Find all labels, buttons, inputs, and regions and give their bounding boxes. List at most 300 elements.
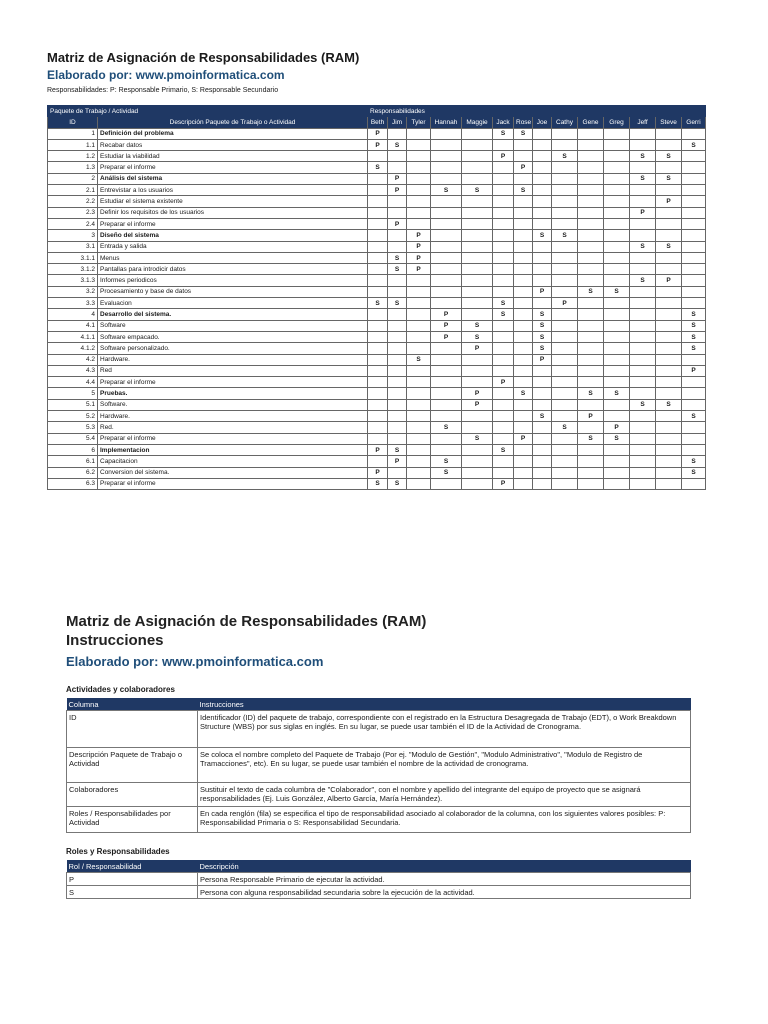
row-description: Entrada y salida	[98, 241, 368, 252]
responsibility-cell	[407, 399, 431, 410]
responsibility-cell: P	[368, 467, 388, 478]
header-person: Hannah	[431, 117, 462, 128]
responsibility-cell	[388, 128, 407, 139]
table-row	[48, 309, 706, 320]
responsibility-cell: P	[431, 320, 462, 331]
responsibility-cell	[407, 275, 431, 286]
responsibility-cell	[630, 128, 656, 139]
responsibility-cell	[407, 456, 431, 467]
responsibility-cell: S	[533, 343, 552, 354]
row-id: 5.3	[48, 422, 98, 433]
row-id: 4.4	[48, 377, 98, 388]
responsibility-cell	[388, 354, 407, 365]
responsibility-cell	[493, 207, 514, 218]
responsibility-cell	[630, 422, 656, 433]
responsibility-cell	[604, 478, 630, 489]
responsibility-cell	[493, 230, 514, 241]
table-row	[48, 286, 706, 297]
responsibility-cell: S	[431, 467, 462, 478]
header-person: Steve	[656, 117, 682, 128]
responsibility-cell	[656, 264, 682, 275]
table-row	[48, 218, 706, 229]
responsibility-cell	[533, 173, 552, 184]
responsibility-cell: S	[462, 433, 493, 444]
responsibility-cell	[368, 399, 388, 410]
responsibility-cell	[388, 275, 407, 286]
responsibility-cell	[431, 444, 462, 455]
responsibility-cell: S	[682, 343, 706, 354]
responsibility-cell: S	[388, 298, 407, 309]
responsibility-cell	[407, 185, 431, 196]
row-description: Análisis del sistema	[98, 173, 368, 184]
responsibility-cell	[431, 388, 462, 399]
responsibility-cell	[682, 354, 706, 365]
responsibility-cell: S	[630, 399, 656, 410]
responsibility-cell	[604, 162, 630, 173]
role-description: Persona Responsable Primario de ejecutar la actividad.	[198, 873, 691, 886]
responsibility-cell: S	[533, 411, 552, 422]
responsibility-cell	[682, 478, 706, 489]
responsibility-cell: S	[388, 252, 407, 263]
responsibility-cell	[388, 320, 407, 331]
responsibility-cell	[533, 399, 552, 410]
responsibility-cell: S	[630, 173, 656, 184]
responsibility-cell	[578, 467, 604, 478]
responsibility-cell	[368, 151, 388, 162]
responsibility-cell	[533, 139, 552, 150]
responsibility-cell	[407, 365, 431, 376]
responsibility-cell	[431, 365, 462, 376]
role-header: Rol / Responsabilidad	[67, 860, 198, 873]
responsibility-cell	[630, 467, 656, 478]
responsibility-cell	[388, 241, 407, 252]
responsibility-cell	[514, 286, 533, 297]
header-person: Gerri	[682, 117, 706, 128]
responsibility-cell: S	[368, 162, 388, 173]
responsibility-cell	[514, 377, 533, 388]
responsibility-cell	[462, 128, 493, 139]
responsibility-cell	[630, 320, 656, 331]
responsibility-cell	[431, 218, 462, 229]
responsibility-cell: S	[630, 151, 656, 162]
responsibility-cell	[388, 343, 407, 354]
row-id: 6.1	[48, 456, 98, 467]
responsibility-cell	[578, 252, 604, 263]
row-description: Pantallas para introdicir datos	[98, 264, 368, 275]
responsibility-cell: S	[656, 173, 682, 184]
row-id: 5.1	[48, 399, 98, 410]
row-id: 3.1	[48, 241, 98, 252]
ram-subtitle-link[interactable]: Elaborado por: www.pmoinformatica.com	[47, 68, 285, 82]
responsibility-cell: S	[656, 241, 682, 252]
instr-text: Se coloca el nombre completo del Paquete de Trabajo (Por ej. "Modulo de Gestión", "Modulo Administrativo", "Modulo de Registro de Tramacciones", etc). En su lugar, se puede usar también el nombre de la actividad de cronograma.	[198, 748, 691, 783]
responsibility-cell	[514, 343, 533, 354]
responsibility-cell	[656, 139, 682, 150]
responsibility-cell: P	[368, 444, 388, 455]
instructions-link[interactable]: Elaborado por: www.pmoinformatica.com	[66, 654, 324, 669]
responsibility-cell: S	[462, 185, 493, 196]
table-row	[48, 354, 706, 365]
responsibility-cell	[407, 139, 431, 150]
responsibility-cell: P	[514, 433, 533, 444]
row-description: Entrevistar a los usuarios	[98, 185, 368, 196]
responsibility-cell	[630, 343, 656, 354]
responsibility-cell	[462, 275, 493, 286]
responsibility-cell	[514, 422, 533, 433]
responsibility-cell	[514, 275, 533, 286]
responsibility-cell	[533, 218, 552, 229]
role-code: P	[67, 873, 198, 886]
table-row	[48, 173, 706, 184]
responsibility-cell	[368, 286, 388, 297]
responsibility-cell	[388, 286, 407, 297]
responsibility-cell	[682, 252, 706, 263]
role-description: Persona con alguna responsabilidad secundaria sobre la ejecución de la actividad.	[198, 886, 691, 899]
responsibility-cell: S	[682, 411, 706, 422]
responsibility-cell	[431, 275, 462, 286]
responsibility-cell	[552, 286, 578, 297]
responsibility-cell	[368, 185, 388, 196]
responsibility-cell: S	[493, 444, 514, 455]
responsibility-cell	[431, 478, 462, 489]
responsibility-cell	[462, 377, 493, 388]
responsibility-cell	[533, 151, 552, 162]
responsibility-cell	[552, 478, 578, 489]
row-id: 1.2	[48, 151, 98, 162]
responsibility-cell	[630, 298, 656, 309]
responsibility-cell	[656, 286, 682, 297]
responsibility-cell	[630, 286, 656, 297]
row-description: Diseño del sistema	[98, 230, 368, 241]
responsibility-cell	[493, 388, 514, 399]
responsibility-cell	[578, 162, 604, 173]
row-id: 5.2	[48, 411, 98, 422]
table-row	[48, 320, 706, 331]
row-id: 3	[48, 230, 98, 241]
table-row	[48, 139, 706, 150]
responsibility-cell	[407, 286, 431, 297]
responsibility-cell	[682, 207, 706, 218]
responsibility-cell: P	[388, 456, 407, 467]
responsibility-cell	[493, 320, 514, 331]
ram-legend: Responsabilidades: P: Responsable Primario, S: Responsable Secundario	[47, 87, 279, 94]
responsibility-cell	[682, 196, 706, 207]
responsibility-cell	[431, 399, 462, 410]
responsibility-cell	[388, 422, 407, 433]
responsibility-cell: S	[578, 388, 604, 399]
responsibility-cell	[656, 388, 682, 399]
responsibility-cell	[630, 456, 656, 467]
header-person: Rose	[514, 117, 533, 128]
table-row	[48, 478, 706, 489]
responsibility-cell	[462, 218, 493, 229]
responsibility-cell	[368, 196, 388, 207]
responsibility-cell	[368, 252, 388, 263]
table-row	[48, 422, 706, 433]
table-row	[48, 151, 706, 162]
responsibility-cell	[578, 241, 604, 252]
responsibility-cell	[407, 388, 431, 399]
row-description: Preparar el informe	[98, 478, 368, 489]
responsibility-cell	[656, 422, 682, 433]
responsibility-cell	[552, 162, 578, 173]
responsibility-cell	[533, 456, 552, 467]
responsibility-cell	[462, 196, 493, 207]
responsibility-cell	[604, 456, 630, 467]
activities-label: Actividades y colaboradores	[66, 685, 175, 694]
responsibility-cell	[514, 478, 533, 489]
instructions-title: Matriz de Asignación de Responsabilidades (RAM)	[66, 613, 427, 630]
responsibility-cell	[368, 354, 388, 365]
responsibility-cell	[407, 433, 431, 444]
responsibility-cell	[630, 331, 656, 342]
row-description: Red	[98, 365, 368, 376]
row-description: Evaluacion	[98, 298, 368, 309]
responsibility-cell: S	[578, 433, 604, 444]
row-id: 4.1.1	[48, 331, 98, 342]
responsibility-cell	[604, 264, 630, 275]
responsibility-cell	[533, 444, 552, 455]
responsibility-cell: P	[388, 185, 407, 196]
responsibility-cell	[407, 343, 431, 354]
responsibility-cell	[431, 286, 462, 297]
responsibility-cell	[552, 377, 578, 388]
responsibility-cell	[578, 331, 604, 342]
table-row	[48, 388, 706, 399]
responsibility-cell	[604, 444, 630, 455]
header-person: Jack	[493, 117, 514, 128]
responsibility-cell: S	[682, 331, 706, 342]
responsibility-cell	[462, 286, 493, 297]
ram-header-people	[48, 117, 706, 128]
responsibility-cell	[682, 264, 706, 275]
row-description: Implementacion	[98, 444, 368, 455]
responsibility-cell	[368, 456, 388, 467]
table-row	[67, 886, 691, 899]
responsibility-cell: P	[493, 151, 514, 162]
responsibility-cell	[431, 151, 462, 162]
responsibility-cell	[514, 411, 533, 422]
responsibility-cell	[578, 298, 604, 309]
header-package: Paquete de Trabajo / Actividad	[48, 106, 368, 117]
responsibility-cell	[368, 264, 388, 275]
responsibility-cell	[462, 241, 493, 252]
responsibility-cell	[514, 218, 533, 229]
row-description: Software empacado.	[98, 331, 368, 342]
responsibility-cell	[533, 241, 552, 252]
responsibility-cell	[682, 185, 706, 196]
responsibility-cell	[630, 196, 656, 207]
responsibility-cell	[368, 388, 388, 399]
row-id: 5	[48, 388, 98, 399]
responsibility-cell	[514, 399, 533, 410]
responsibility-cell	[514, 196, 533, 207]
ram-title: Matriz de Asignación de Responsabilidades (RAM)	[47, 50, 360, 65]
row-id: 6	[48, 444, 98, 455]
responsibility-cell	[533, 377, 552, 388]
responsibility-cell: P	[656, 196, 682, 207]
responsibility-cell	[431, 173, 462, 184]
responsibility-cell	[552, 444, 578, 455]
responsibility-cell	[552, 433, 578, 444]
responsibility-cell: S	[604, 286, 630, 297]
row-description: Hardware.	[98, 354, 368, 365]
responsibility-cell	[578, 218, 604, 229]
instr-col-header: Columna	[67, 698, 198, 711]
responsibility-cell	[656, 433, 682, 444]
responsibility-cell	[368, 411, 388, 422]
responsibility-cell	[630, 162, 656, 173]
table-row	[48, 444, 706, 455]
instr-column-name: Colaboradores	[67, 783, 198, 807]
row-description: Software.	[98, 399, 368, 410]
responsibility-cell	[407, 309, 431, 320]
responsibility-cell: P	[462, 399, 493, 410]
responsibility-cell: S	[493, 128, 514, 139]
responsibility-cell	[630, 377, 656, 388]
responsibility-cell	[462, 354, 493, 365]
responsibility-cell	[493, 331, 514, 342]
row-description: Informes periodicos	[98, 275, 368, 286]
responsibility-cell: S	[533, 320, 552, 331]
responsibility-cell	[533, 185, 552, 196]
responsibility-cell: S	[656, 151, 682, 162]
responsibility-cell	[431, 162, 462, 173]
responsibility-cell	[368, 320, 388, 331]
row-id: 2.3	[48, 207, 98, 218]
responsibility-cell	[493, 252, 514, 263]
responsibility-cell	[552, 456, 578, 467]
roles-body	[67, 873, 691, 899]
responsibility-cell: P	[630, 207, 656, 218]
responsibility-cell	[431, 433, 462, 444]
responsibility-cell: P	[533, 354, 552, 365]
responsibility-cell	[462, 456, 493, 467]
responsibility-cell	[368, 433, 388, 444]
responsibility-cell	[388, 196, 407, 207]
row-description: Software	[98, 320, 368, 331]
responsibility-cell	[407, 467, 431, 478]
responsibility-cell	[462, 478, 493, 489]
header-person: Maggie	[462, 117, 493, 128]
responsibility-cell	[533, 196, 552, 207]
responsibility-cell	[552, 309, 578, 320]
responsibility-cell	[604, 467, 630, 478]
header-person: Cathy	[552, 117, 578, 128]
responsibility-cell	[604, 218, 630, 229]
responsibility-cell	[656, 354, 682, 365]
responsibility-cell	[578, 173, 604, 184]
responsibility-cell	[407, 444, 431, 455]
table-row	[48, 343, 706, 354]
responsibility-cell: S	[388, 478, 407, 489]
responsibility-cell: S	[462, 331, 493, 342]
responsibility-cell	[514, 241, 533, 252]
table-row	[48, 196, 706, 207]
responsibility-cell	[604, 252, 630, 263]
row-description: Definición del problema	[98, 128, 368, 139]
responsibility-cell	[431, 252, 462, 263]
responsibility-cell	[431, 230, 462, 241]
responsibility-cell	[604, 207, 630, 218]
table-row	[48, 298, 706, 309]
ram-table	[47, 105, 706, 490]
responsibility-cell: S	[388, 444, 407, 455]
responsibility-cell	[578, 478, 604, 489]
responsibility-cell: P	[407, 230, 431, 241]
table-row	[48, 275, 706, 286]
responsibility-cell	[656, 185, 682, 196]
header-person: Tyler	[407, 117, 431, 128]
responsibility-cell	[431, 128, 462, 139]
row-id: 3.1.3	[48, 275, 98, 286]
responsibility-cell	[630, 230, 656, 241]
table-row	[48, 377, 706, 388]
responsibility-cell	[656, 230, 682, 241]
row-description: Recabar datos	[98, 139, 368, 150]
row-description: Preparar el informe	[98, 218, 368, 229]
row-id: 1.1	[48, 139, 98, 150]
responsibility-cell	[604, 173, 630, 184]
table-row	[48, 162, 706, 173]
responsibility-cell	[682, 433, 706, 444]
responsibility-cell	[493, 139, 514, 150]
responsibility-cell	[388, 388, 407, 399]
responsibility-cell	[604, 365, 630, 376]
responsibility-cell	[514, 309, 533, 320]
responsibility-cell	[533, 422, 552, 433]
responsibility-cell: S	[552, 151, 578, 162]
responsibility-cell	[552, 320, 578, 331]
responsibility-cell	[578, 399, 604, 410]
responsibility-cell	[682, 241, 706, 252]
responsibility-cell	[604, 230, 630, 241]
row-description: Preparar el informe	[98, 377, 368, 388]
responsibility-cell: P	[533, 286, 552, 297]
responsibility-cell	[407, 298, 431, 309]
responsibility-cell	[388, 309, 407, 320]
responsibility-cell: P	[493, 377, 514, 388]
header-person: Gene	[578, 117, 604, 128]
row-id: 4.1	[48, 320, 98, 331]
responsibility-cell: S	[368, 478, 388, 489]
responsibility-cell	[388, 162, 407, 173]
row-id: 3.2	[48, 286, 98, 297]
responsibility-cell	[462, 139, 493, 150]
responsibility-cell: S	[462, 320, 493, 331]
responsibility-cell	[682, 422, 706, 433]
responsibility-cell	[682, 275, 706, 286]
responsibility-cell	[514, 252, 533, 263]
responsibility-cell	[604, 275, 630, 286]
responsibility-cell	[552, 275, 578, 286]
responsibility-cell	[407, 162, 431, 173]
responsibility-cell	[552, 252, 578, 263]
responsibility-cell	[462, 162, 493, 173]
responsibility-cell	[656, 162, 682, 173]
table-row	[48, 331, 706, 342]
responsibility-cell	[514, 264, 533, 275]
responsibility-cell	[630, 218, 656, 229]
responsibility-cell	[656, 478, 682, 489]
row-description: Hardware.	[98, 411, 368, 422]
responsibility-cell	[552, 196, 578, 207]
responsibility-cell	[514, 207, 533, 218]
row-id: 2.2	[48, 196, 98, 207]
row-id: 4	[48, 309, 98, 320]
responsibility-cell	[682, 218, 706, 229]
responsibility-cell	[656, 128, 682, 139]
